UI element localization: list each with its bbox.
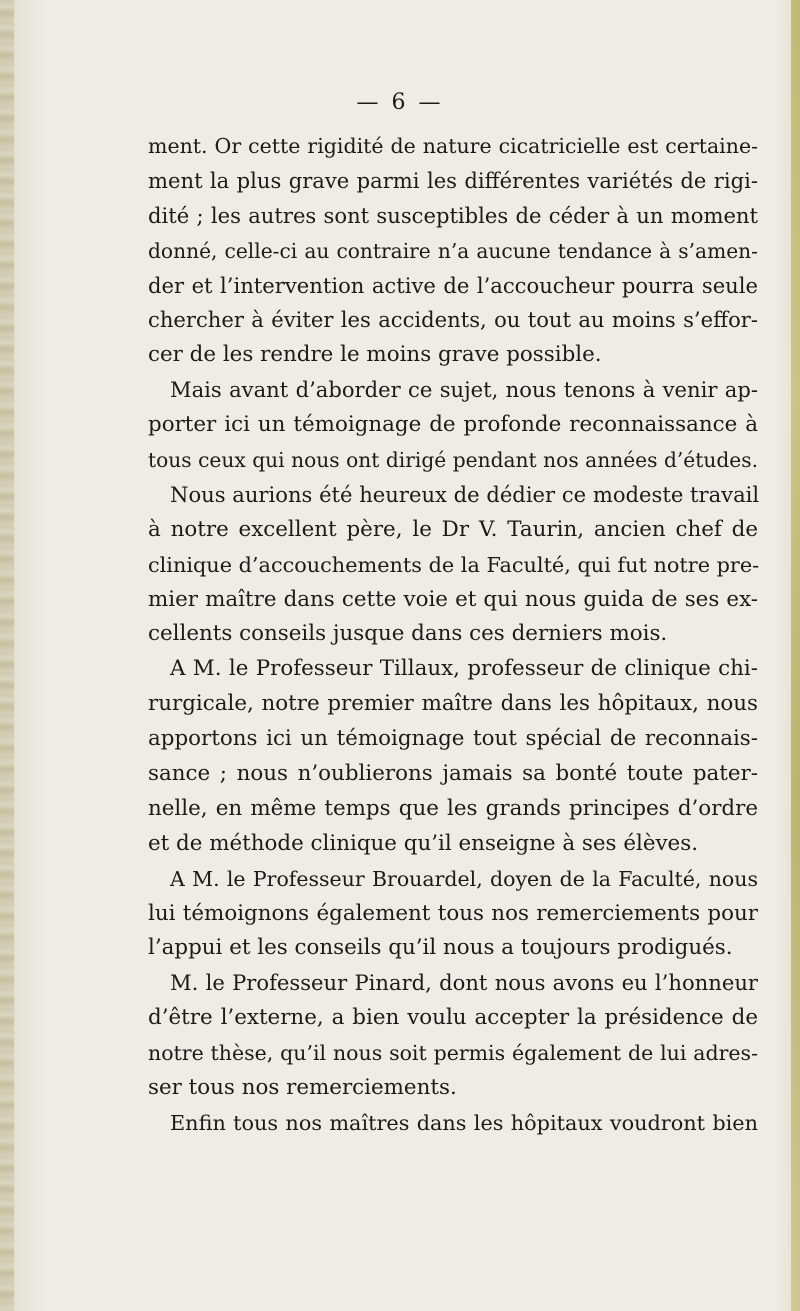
text-line: ment la plus grave parmi les différentes variétés de rigi- [148,167,758,193]
text-line: rurgicale, notre premier maître dans les hôpitaux, nous [148,691,758,717]
text-line: donné, celle-ci au contraire n’a aucune tendance à s’amen- [148,238,758,263]
text-line: cellents conseils jusque dans ces derniers mois. [148,621,668,647]
text-line: tous ceux qui nous ont dirigé pendant nos années d’études. [148,448,758,473]
page-right-edge [791,0,800,1311]
text-line: à notre excellent père, le Dr V. Taurin, ancien chef de [148,516,758,542]
text-line: ment. Or cette rigidité de nature cicatricielle est certaine- [148,134,758,158]
text-line: chercher à éviter les accidents, ou tout au moins s’effor- [148,307,758,333]
text-line: clinique d’accouchements de la Faculté, qui fut notre pre- [148,552,760,577]
text-line: der et l’intervention active de l’accoucheur pourra seule [148,272,758,298]
text-line: Enfin tous nos maîtres dans les hôpitaux voudront bien [170,1110,758,1135]
page-number: — 6 — [356,90,444,115]
text-line: porter ici un témoignage de profonde reconnaissance à [148,412,758,438]
text-line: nelle, en même temps que les grands principes d’ordre [148,795,758,821]
text-line: Mais avant d’aborder ce sujet, nous tenons à venir ap- [170,377,758,403]
text-line: cer de les rendre le moins grave possible. [148,342,602,368]
text-line: ser tous nos remerciements. [148,1075,457,1101]
text-line: apportons ici un témoignage tout spécial de reconnais- [148,726,758,752]
text-line: Nous aurions été heureux de dédier ce modeste travail [170,481,760,507]
page-left-edge [0,0,14,1311]
text-line: lui témoignons également tous nos remerciements pour [148,900,758,926]
body-text [148,129,758,1141]
text-line: M. le Professeur Pinard, dont nous avons eu l’honneur [170,970,758,996]
text-line: l’appui et les conseils qu’il nous a toujours prodigués. [148,935,733,961]
text-line: A M. le Professeur Brouardel, doyen de la Faculté, nous [170,866,758,891]
text-line: A M. le Professeur Tillaux, professeur de clinique chi- [170,656,758,682]
text-line: notre thèse, qu’il nous soit permis également de lui adres- [148,1041,758,1066]
text-line: et de méthode clinique qu’il enseigne à ses élèves. [148,830,698,856]
text-line: mier maître dans cette voie et qui nous guida de ses ex- [148,586,758,612]
text-line: dité ; les autres sont susceptibles de céder à un moment [148,202,758,228]
text-line: sance ; nous n’oublierons jamais sa bonté toute pater- [148,761,758,787]
text-line: d’être l’externe, a bien voulu accepter la présidence de [148,1005,758,1031]
